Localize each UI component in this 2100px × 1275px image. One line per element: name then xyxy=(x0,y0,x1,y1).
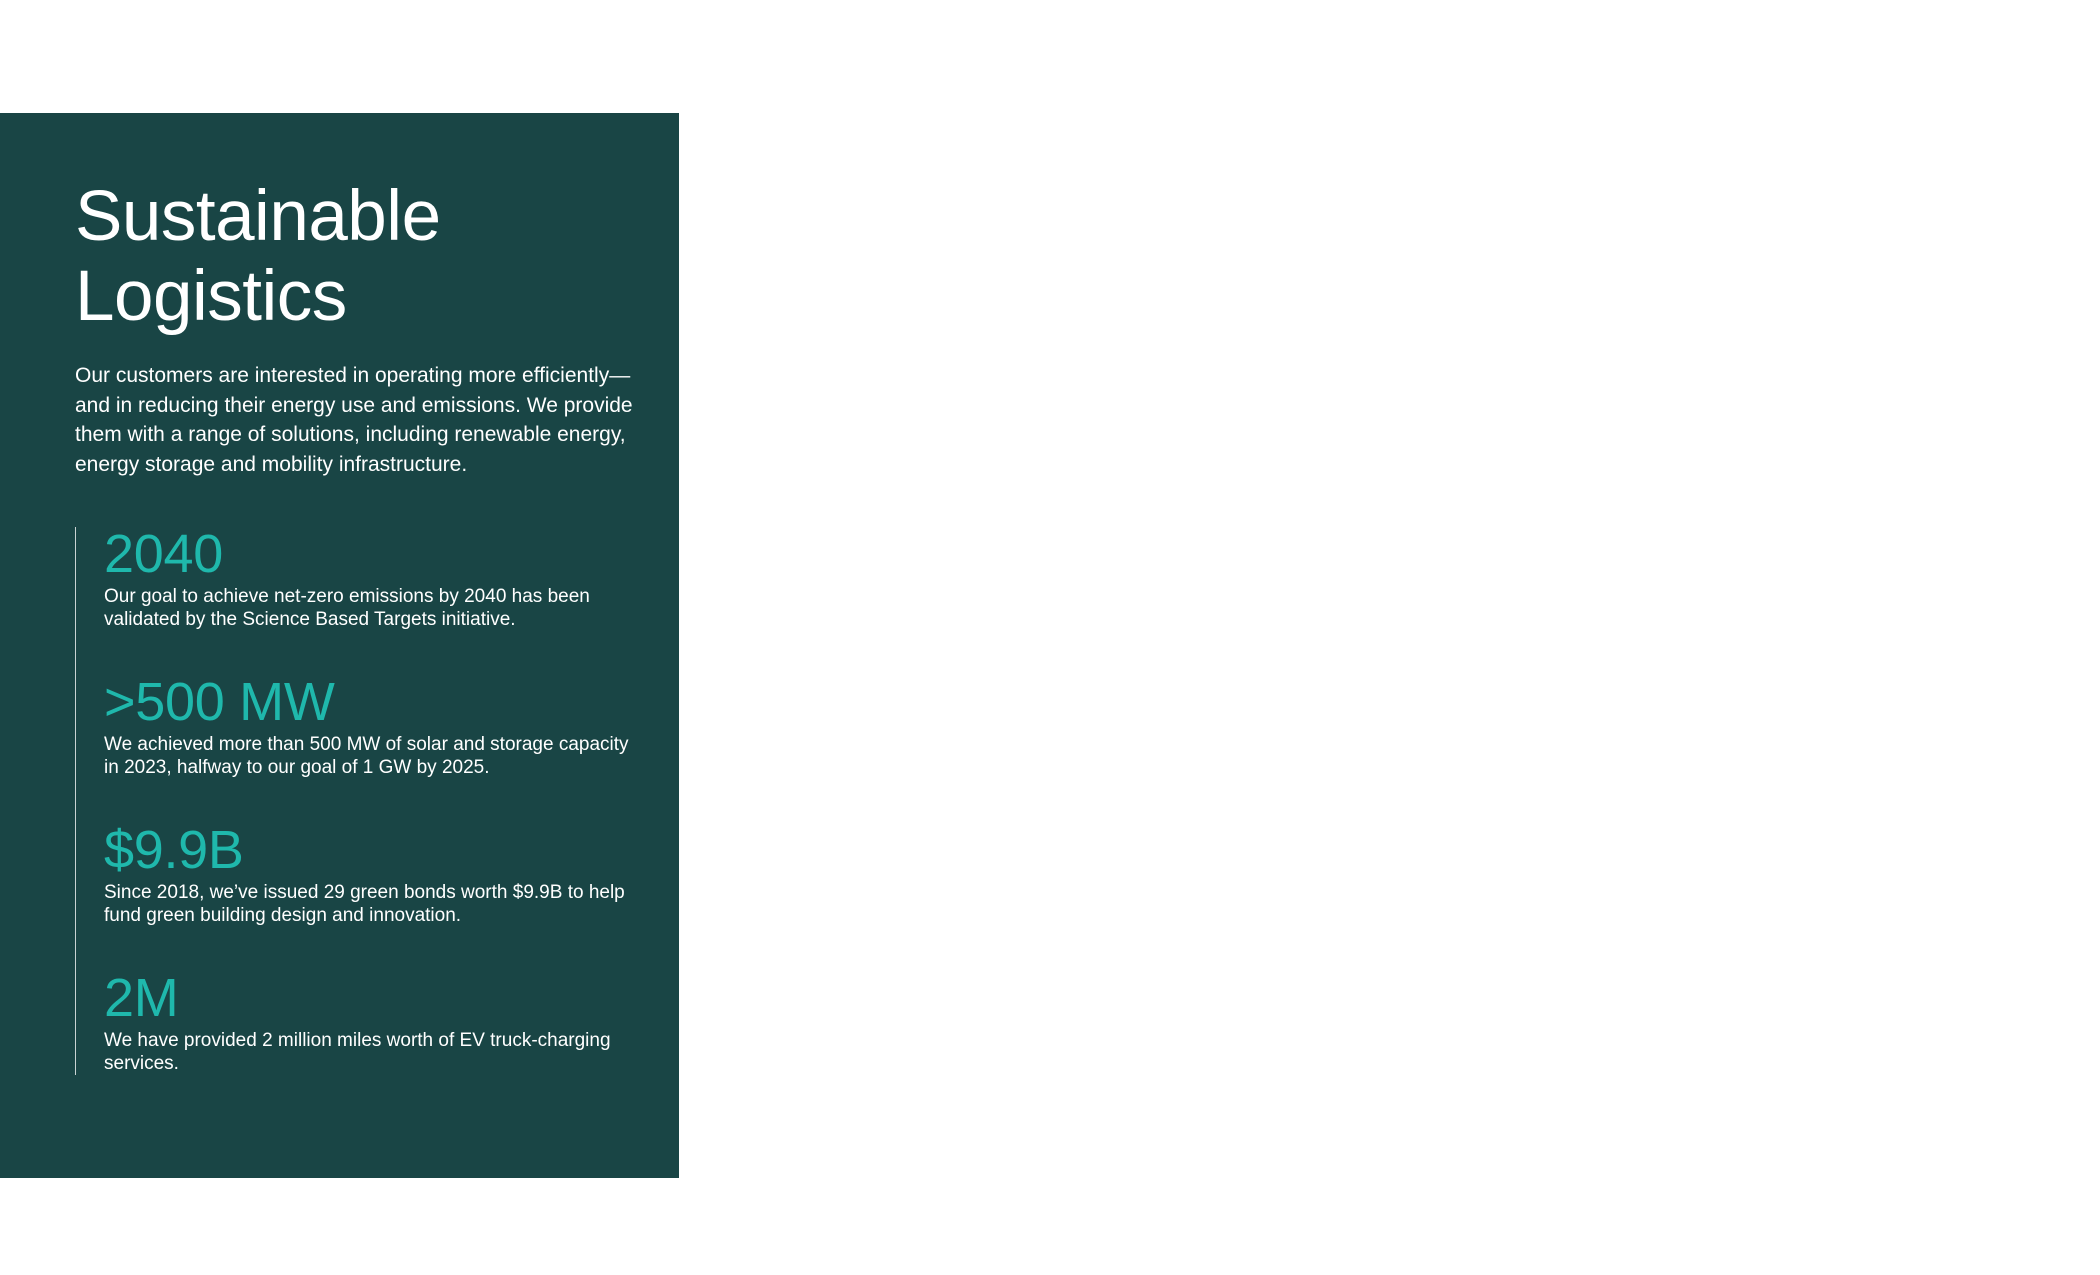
sustainable-logistics-panel xyxy=(0,113,679,1178)
panel-title-line-2: Logistics xyxy=(75,257,347,336)
panel-intro: Our customers are interested in operating more efficiently—and in reducing their energy use and emissions. We provide them with a range of solutions, including renewable energy, energy storage and mobility infrastructure. xyxy=(75,364,633,476)
panel-title-line-1: Sustainable xyxy=(75,177,441,256)
stat-item-ev-charging xyxy=(104,968,664,1075)
stat-item-solar-capacity xyxy=(104,672,664,779)
stat-value: >500 MW xyxy=(104,672,335,732)
stat-value: 2M xyxy=(104,968,179,1028)
stat-description: We achieved more than 500 MW of solar and storage capacity in 2023, halfway to our goal of 1 GW by 2025. xyxy=(104,734,629,778)
stat-item-green-bonds xyxy=(104,820,664,927)
stat-item-net-zero xyxy=(104,524,664,631)
stat-description: Since 2018, we’ve issued 29 green bonds worth $9.9B to help fund green building design and innovation. xyxy=(104,882,625,926)
stat-description: We have provided 2 million miles worth of EV truck-charging services. xyxy=(104,1030,611,1074)
stat-value: 2040 xyxy=(104,524,223,584)
stat-value: $9.9B xyxy=(104,820,244,880)
panel-title xyxy=(75,177,639,337)
stats-list xyxy=(75,524,664,1075)
stat-description: Our goal to achieve net-zero emissions by 2040 has been validated by the Science Based Targets initiative. xyxy=(104,586,590,630)
